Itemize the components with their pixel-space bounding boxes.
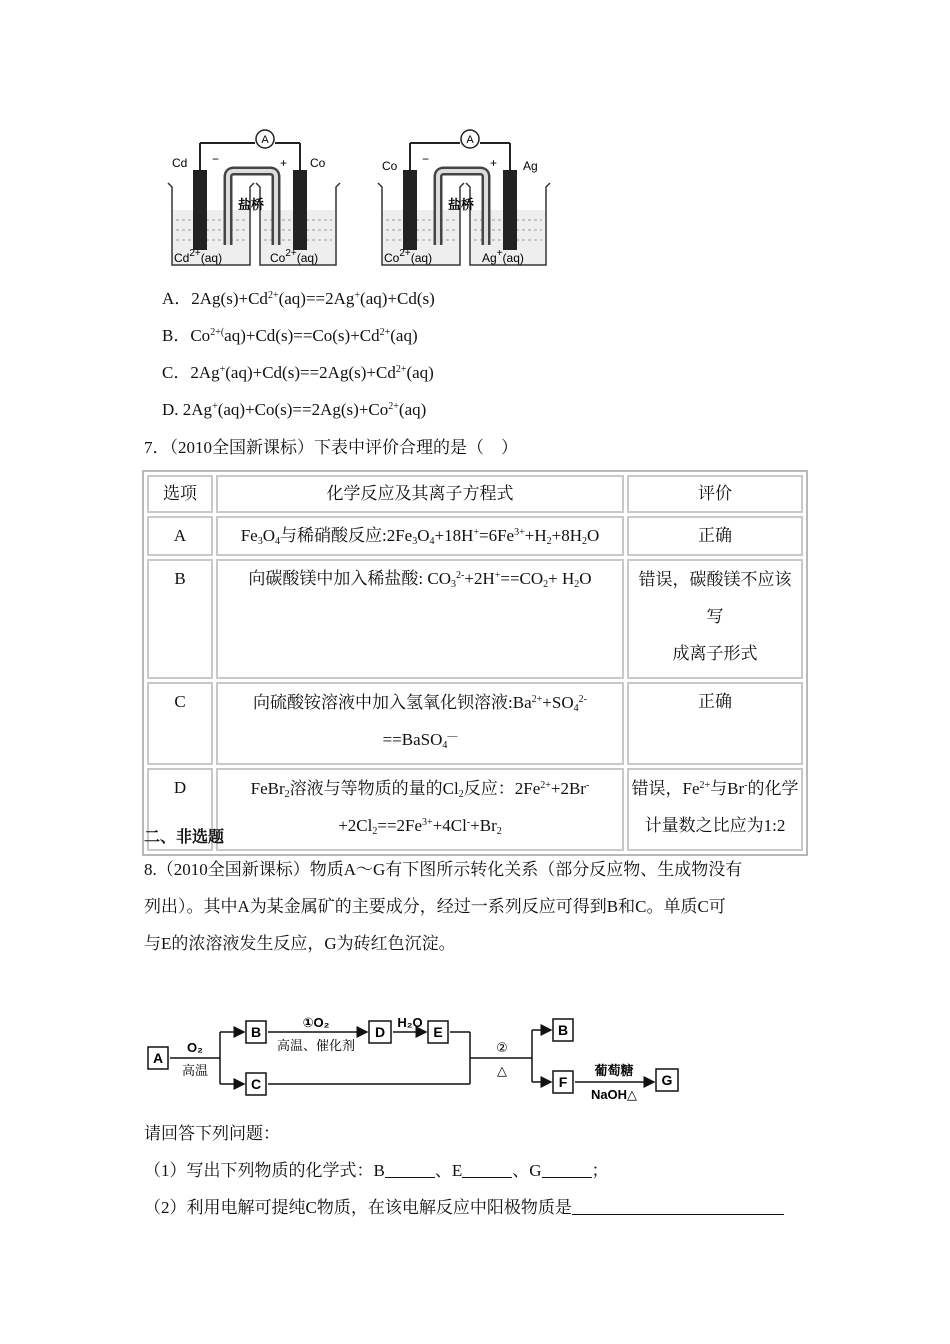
question-8-line-2: 列出）。其中A为某金属矿的主要成分，经过一系列反应可得到B和C。单质C可	[144, 897, 726, 916]
electrode-right	[503, 170, 517, 250]
header-evaluation: 评价	[627, 475, 803, 513]
positive-sign: +	[280, 156, 288, 170]
svg-text:C: C	[250, 1076, 262, 1092]
svg-text:Ag+(aq): Ag+(aq)	[482, 248, 524, 265]
electrode-right	[293, 170, 307, 250]
option-b: B．$Co^{2+(}aq)+Cd(s)==Co(s)+Cd^{2+}(aq)$	[162, 326, 418, 345]
svg-text:B: B	[557, 1022, 569, 1038]
option-a: A．$2Ag(s)+Cd^{2+}(aq)==2Ag^+(aq)+Cd(s)$	[162, 289, 435, 308]
header-option: 选项	[147, 475, 213, 513]
salt-bridge-label: 盐桥	[238, 197, 265, 212]
negative-sign: −	[422, 152, 430, 166]
table-row	[147, 768, 803, 851]
svg-text:A: A	[152, 1050, 164, 1066]
label-glucose: 葡萄糖	[594, 1063, 634, 1078]
label-naoh-heat: NaOH△	[590, 1087, 638, 1102]
electrode-left	[403, 170, 417, 250]
answer-blank-b[interactable]	[385, 1161, 435, 1178]
label-h2o: H₂O	[397, 1015, 423, 1030]
table-header-row	[147, 475, 803, 513]
label-step-1: ①O₂	[302, 1015, 330, 1030]
svg-text:Cd2+(aq): $Cd^{2+}(aq)$	[174, 248, 223, 265]
right-cell	[378, 130, 550, 265]
conversion-flow-diagram	[140, 1005, 700, 1110]
header-equation: 化学反应及其离子方程式	[216, 475, 624, 513]
label-heat: △	[497, 1063, 507, 1078]
row-equation: $Fe_3O_4$与稀硝酸反应$:2Fe_3O_4+18H^+=6Fe^{3+}+H_2+8H_2O$	[216, 516, 624, 556]
label-high-temp: 高温	[181, 1063, 209, 1078]
negative-sign: −	[212, 152, 220, 166]
svg-text:E: E	[433, 1024, 443, 1040]
question-7-stem: 7．（2010全国新课标）下表中评价合理的是（ ）	[144, 438, 518, 457]
answer-blank-anode[interactable]	[572, 1198, 784, 1215]
svg-text:Co2+(aq): $Co^{2+}(aq)$	[270, 248, 319, 265]
row-option: D	[147, 768, 213, 851]
row-equation: 向碳酸镁中加入稀盐酸: $CO_3^{2-}+2H^+==CO_2+ H_2O$	[216, 559, 624, 679]
row-evaluation: 错误，碳酸镁不应该写 成离子形式	[627, 559, 803, 679]
row-equation: 向硫酸铵溶液中加入氢氧化钡溶液$:Ba^{2+}+SO_4^{2-}$ ==BaSO$_4$—	[216, 682, 624, 765]
question-8-line-1: 8.（2010全国新课标）物质A～G有下图所示转化关系（部分反应物、生成物没有	[144, 860, 743, 879]
row-evaluation: 错误，$Fe^{2+}$与Br-的化学 计量数之比应为1:2	[627, 768, 803, 851]
electrode-left-label: Cd	[172, 156, 188, 170]
answer-prompt: 请回答下列问题：	[144, 1124, 280, 1143]
row-option: A	[147, 516, 213, 556]
row-evaluation: 正确	[627, 516, 803, 556]
svg-text:Co2+(aq): $Co^{2+}(aq)$	[384, 248, 433, 265]
ammeter-label: A	[261, 134, 269, 146]
section-heading: 二、非选题	[144, 827, 225, 846]
sub-question-2: （2）利用电解可提纯C物质，在该电解反应中阳极物质是	[144, 1197, 784, 1219]
label-catalyst: 高温、催化剂	[276, 1038, 356, 1053]
question-8-line-3: 与E的浓溶液发生反应，G为砖红色沉淀。	[144, 934, 456, 953]
row-equation: FeBr$_2$溶液与等物质的量的$Cl_2$反应：$2Fe^{2+}+2Br^-$ $+2Cl_2==2Fe^{3+}+4Cl^-+Br_2$	[216, 768, 624, 851]
svg-text:D: D	[374, 1024, 386, 1040]
row-option: B	[147, 559, 213, 679]
galvanic-cells-figure	[160, 125, 555, 275]
option-d: D. $2Ag^+(aq)+Co(s)==2Ag(s)+Co^{2+}(aq)$	[162, 400, 427, 419]
positive-sign: +	[490, 156, 498, 170]
electrode-left-label: Co	[382, 159, 398, 173]
electrode-right-label: Ag	[523, 159, 538, 173]
ammeter-label: A	[466, 134, 474, 146]
sub-question-1: （1）写出下列物质的化学式：B 、E 、G ；	[144, 1161, 609, 1180]
label-o2: O₂	[187, 1040, 203, 1055]
salt-bridge-label: 盐桥	[448, 197, 475, 212]
svg-text:B: B	[250, 1024, 262, 1040]
left-cell	[168, 130, 340, 265]
table-row	[147, 516, 803, 556]
table-row	[147, 682, 803, 765]
row-evaluation: 正确	[627, 682, 803, 765]
row-option: C	[147, 682, 213, 765]
table-row	[147, 559, 803, 679]
answer-blank-g[interactable]	[542, 1161, 592, 1178]
label-step-2: ②	[496, 1040, 508, 1055]
answer-blank-e[interactable]	[462, 1161, 512, 1178]
svg-text:F: F	[558, 1074, 568, 1090]
evaluation-table	[142, 470, 808, 856]
electrode-right-label: Co	[310, 156, 326, 170]
electrode-left	[193, 170, 207, 250]
svg-text:G: G	[661, 1072, 673, 1088]
option-c: C．$2Ag^+(aq)+Cd(s)==2Ag(s)+Cd^{2+}(aq)$	[162, 363, 434, 382]
